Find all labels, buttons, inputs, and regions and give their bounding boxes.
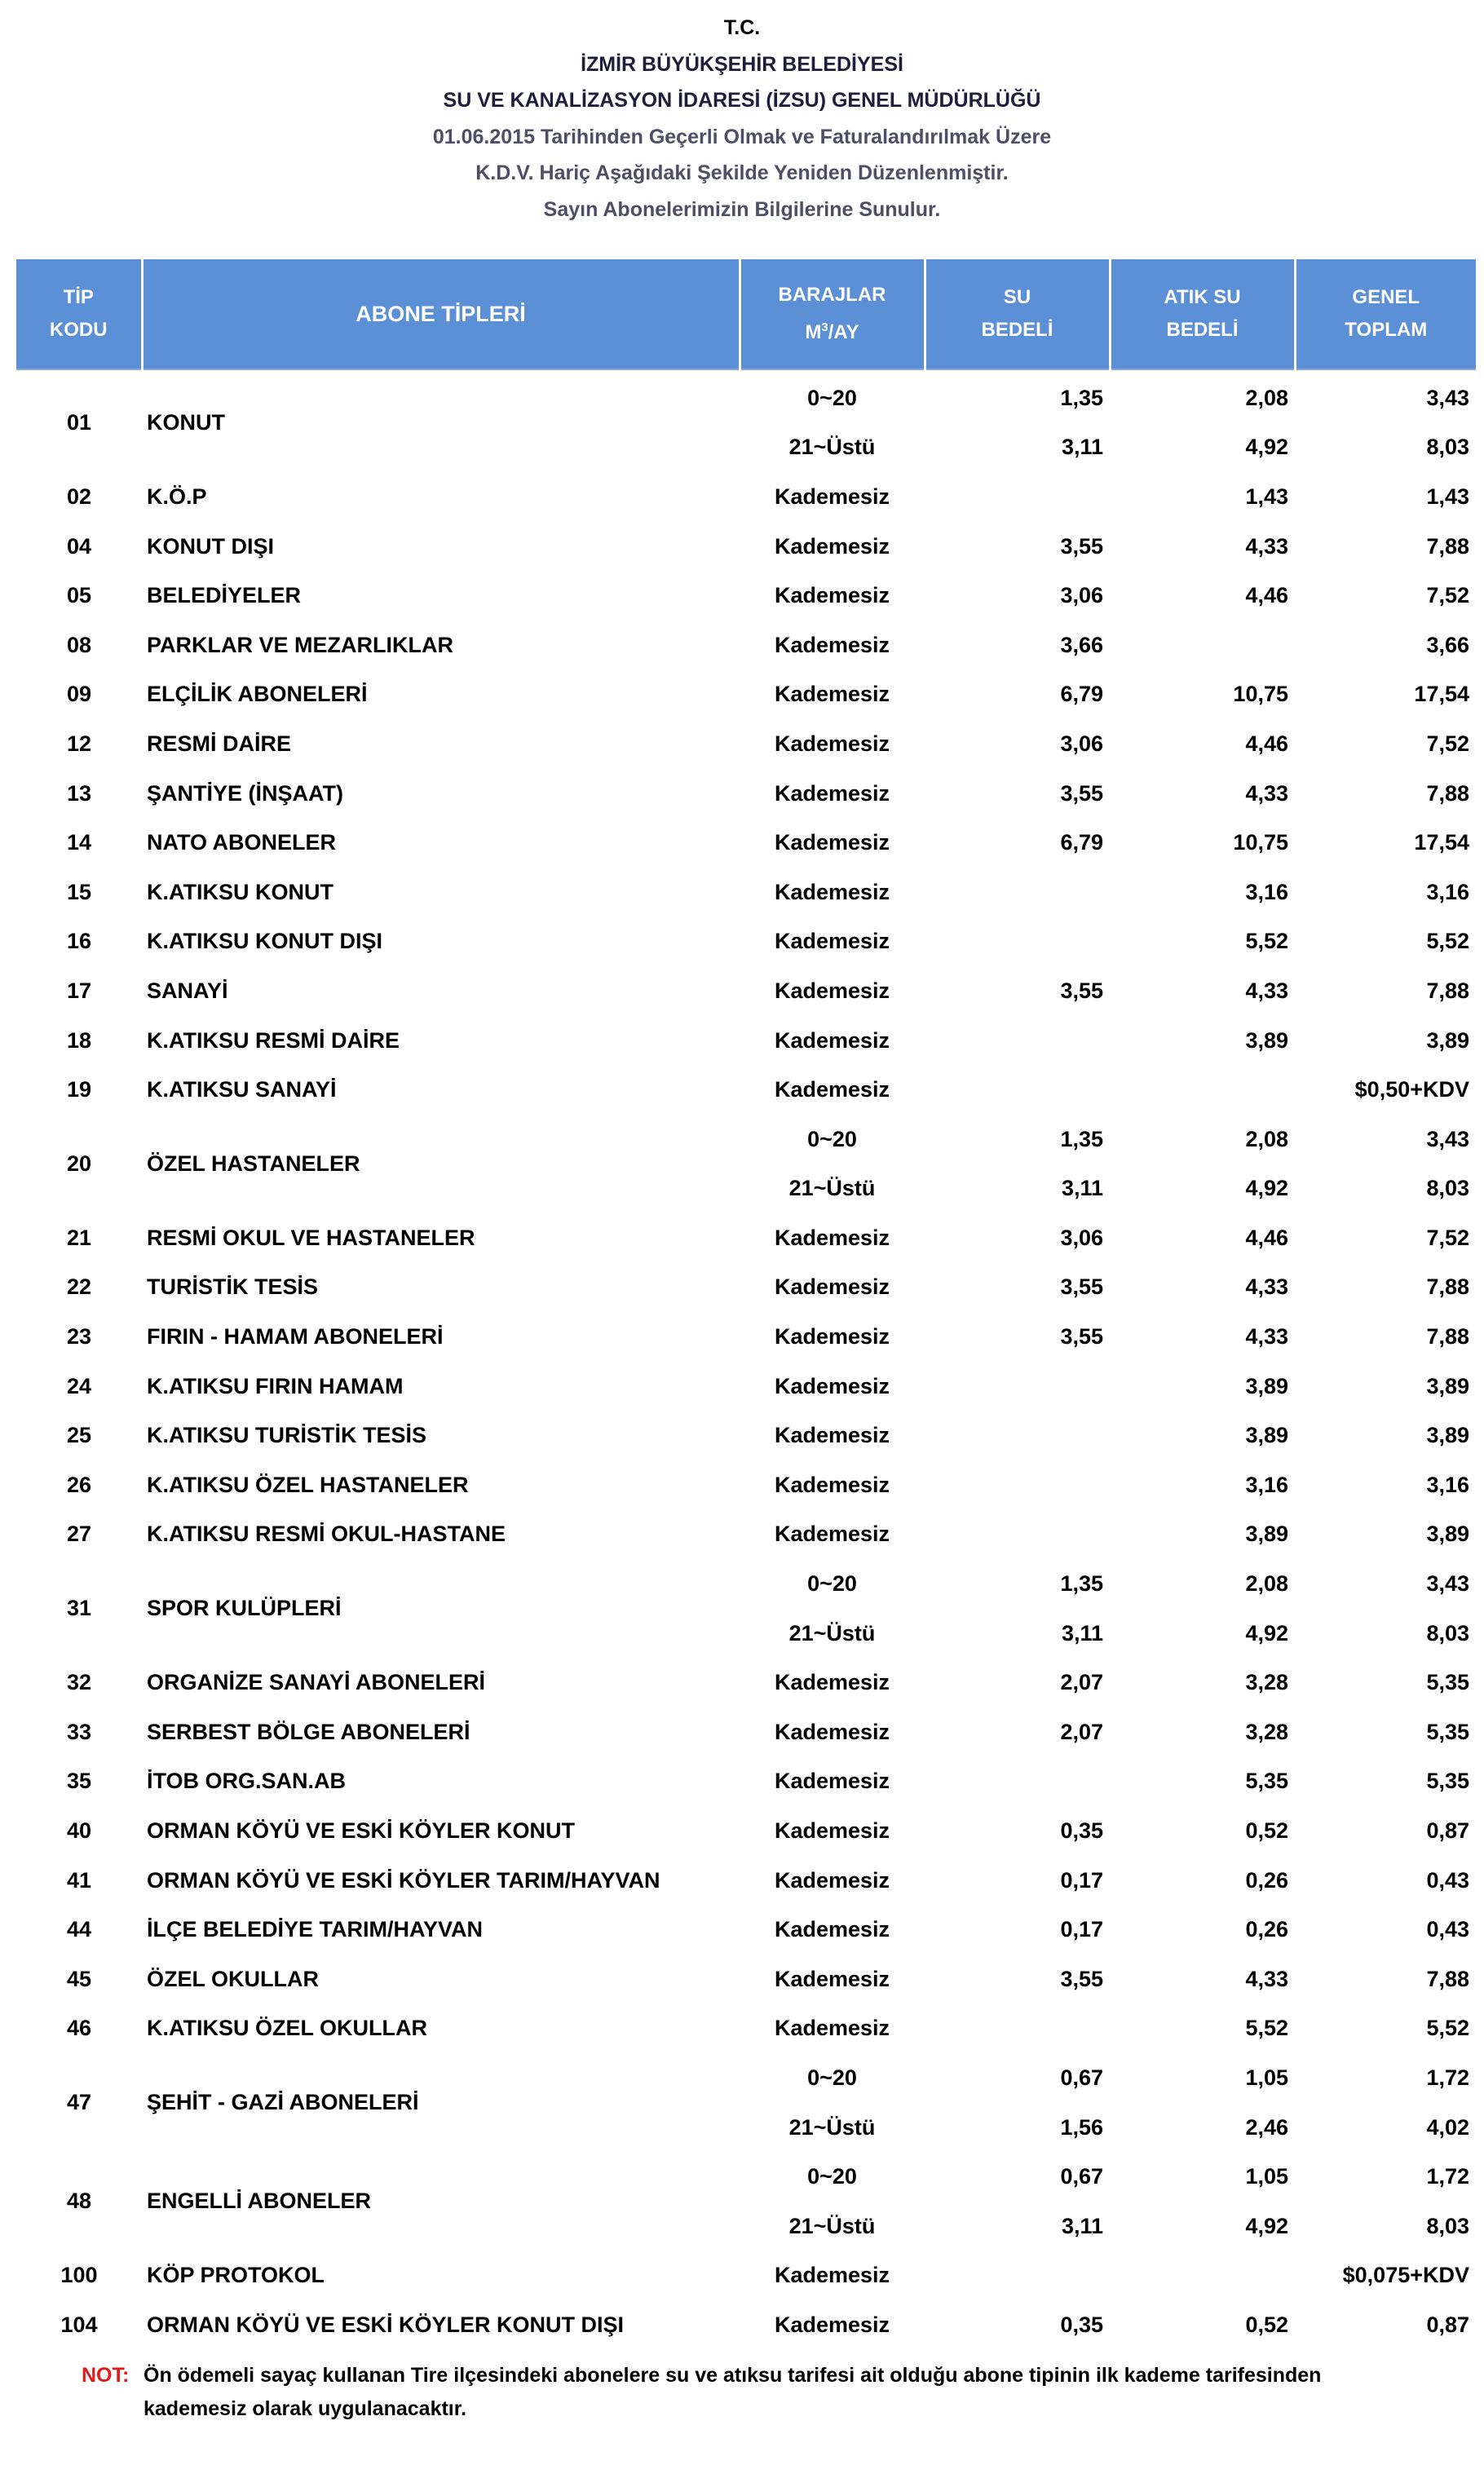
wastewater-fee-cell: 3,28: [1245, 1670, 1288, 1695]
total-cell: 8,03: [1426, 1176, 1469, 1201]
header-line-date: 01.06.2015 Tarihinden Geçerli Olmak ve Faturalandırılmak Üzere: [432, 125, 1052, 148]
type-code-cell: 35: [66, 1769, 92, 1794]
band-cell: Kademesiz: [774, 1472, 890, 1497]
wastewater-fee-cell: 2,08: [1245, 1126, 1288, 1151]
total-cell: 7,88: [1426, 978, 1469, 1003]
type-code-cell: 25: [66, 1423, 92, 1448]
subscriber-type-cell: PARKLAR VE MEZARLIKLAR: [147, 632, 453, 657]
subscriber-type-cell: NATO ABONELER: [147, 830, 337, 855]
col-header-water: [925, 259, 1110, 369]
type-code-cell: 20: [66, 1151, 92, 1176]
water-fee-cell: 2,07: [1060, 1670, 1103, 1695]
band-cell: 0~20: [807, 1126, 857, 1151]
water-fee-cell: [925, 868, 1110, 917]
table-row: [16, 719, 1476, 769]
note-line-1: Ön ödemeli sayaç kullanan Tire ilçesindeki abonelere su ve atıksu tarifesi ait olduğu abone tipinin ilk kademe tarifesinden: [144, 2364, 1322, 2387]
total-cell: 8,03: [1426, 2213, 1469, 2238]
header-line-vat: K.D.V. Hariç Aşağıdaki Şekilde Yeniden Düzenlenmiştir.: [475, 161, 1009, 184]
type-code-cell: 14: [66, 830, 92, 855]
subscriber-type-cell: ŞANTİYE (İNŞAAT): [147, 780, 343, 806]
type-code-cell: 04: [66, 533, 92, 559]
tariff-table-wrapper: [16, 259, 1476, 2350]
water-fee-cell: 3,55: [1060, 780, 1103, 806]
band-cell: Kademesiz: [774, 1769, 890, 1794]
table-row: [16, 868, 1476, 917]
band-cell: Kademesiz: [774, 1324, 890, 1350]
band-cell: Kademesiz: [774, 1818, 890, 1844]
type-code-cell: 18: [66, 1027, 92, 1053]
subscriber-type-cell: SERBEST BÖLGE ABONELERİ: [147, 1719, 470, 1744]
band-cell: 0~20: [807, 1571, 857, 1597]
header-line-izsu: SU VE KANALİZASYON İDARESİ (İZSU) GENEL MÜDÜRLÜĞÜ: [443, 89, 1041, 112]
note-label: NOT:: [82, 2364, 130, 2387]
type-code-cell: 24: [66, 1373, 92, 1398]
total-cell: 5,35: [1426, 1769, 1469, 1794]
band-cell: Kademesiz: [774, 682, 890, 707]
subscriber-type-cell: ELÇİLİK ABONELERİ: [147, 682, 368, 707]
type-code-cell: 41: [66, 1867, 92, 1893]
band-cell: Kademesiz: [774, 2312, 890, 2337]
band-cell: 21~Üstü: [788, 2114, 876, 2140]
table-row: [16, 1510, 1476, 1560]
total-cell: 5,35: [1426, 1719, 1469, 1744]
wastewater-fee-cell: 4,33: [1245, 1966, 1288, 1991]
subscriber-type-cell: FIRIN - HAMAM ABONELERİ: [147, 1324, 444, 1350]
table-row: [16, 1707, 1476, 1757]
band-cell: 0~20: [807, 2065, 857, 2090]
wastewater-fee-cell: 0,52: [1245, 1818, 1288, 1844]
band-cell: Kademesiz: [774, 780, 890, 806]
water-fee-cell: [925, 917, 1110, 967]
water-fee-cell: 0,67: [1060, 2065, 1103, 2090]
water-fee-cell: [925, 2004, 1110, 2054]
wastewater-fee-cell: 3,89: [1245, 1027, 1288, 1053]
total-cell: 7,52: [1426, 731, 1469, 756]
table-row: [16, 1263, 1476, 1313]
total-cell: 3,89: [1426, 1027, 1469, 1053]
type-code-cell: 02: [66, 484, 92, 509]
subscriber-type-cell: ŞEHİT - GAZİ ABONELERİ: [147, 2090, 419, 2115]
table-row: [16, 1016, 1476, 1066]
tariff-table: [16, 259, 1476, 2350]
band-cell: Kademesiz: [774, 1225, 890, 1250]
type-code-cell: 01: [66, 410, 92, 435]
type-code-cell: 44: [66, 1917, 92, 1942]
wastewater-fee-cell: 4,92: [1245, 435, 1288, 460]
table-row: [16, 472, 1476, 522]
subscriber-type-cell: TURİSTİK TESİS: [147, 1274, 319, 1300]
subscriber-type-cell: SANAYİ: [147, 978, 228, 1003]
col-header-code-line2: KODU: [49, 319, 108, 341]
band-cell: Kademesiz: [774, 1917, 890, 1942]
wastewater-fee-cell: 3,28: [1245, 1719, 1288, 1744]
total-cell: 3,89: [1426, 1423, 1469, 1448]
col-header-code-line1: TİP: [63, 286, 94, 308]
type-code-cell: 15: [66, 879, 92, 904]
water-fee-cell: [925, 1016, 1110, 1066]
band-cell: Kademesiz: [774, 1670, 890, 1695]
table-row: [16, 1806, 1476, 1856]
table-row: [16, 2004, 1476, 2054]
subscriber-type-cell: K.ATIKSU FIRIN HAMAM: [147, 1373, 404, 1398]
band-cell: 21~Üstü: [788, 2213, 876, 2238]
type-code-cell: 12: [66, 731, 92, 756]
table-row: [16, 1757, 1476, 1807]
wastewater-fee-cell: 5,35: [1245, 1769, 1288, 1794]
col-header-total: [1295, 259, 1476, 369]
table-row: [16, 966, 1476, 1016]
band-cell: Kademesiz: [774, 1966, 890, 1991]
type-code-cell: 05: [66, 583, 92, 608]
water-fee-cell: 3,55: [1060, 1274, 1103, 1300]
total-cell: 3,43: [1426, 1126, 1469, 1151]
subscriber-type-cell: ÖZEL HASTANELER: [147, 1151, 360, 1176]
total-cell: 3,43: [1426, 385, 1469, 410]
band-cell: 0~20: [807, 385, 857, 410]
type-code-cell: 48: [66, 2189, 92, 2214]
type-code-cell: 104: [60, 2312, 98, 2337]
wastewater-fee-cell: 5,52: [1245, 929, 1288, 954]
water-fee-cell: 6,79: [1060, 830, 1103, 855]
table-row: [16, 1460, 1476, 1510]
subscriber-type-cell: ORMAN KÖYÜ VE ESKİ KÖYLER KONUT DIŞI: [147, 2312, 625, 2337]
water-fee-cell: 0,35: [1060, 1818, 1103, 1844]
band-cell: Kademesiz: [774, 484, 890, 509]
band-cell: Kademesiz: [774, 632, 890, 657]
water-fee-cell: [925, 472, 1110, 522]
table-row: [16, 769, 1476, 819]
subscriber-type-cell: SPOR KULÜPLERİ: [147, 1596, 342, 1621]
band-cell: Kademesiz: [774, 929, 890, 954]
total-cell: 1,72: [1426, 2164, 1469, 2189]
subscriber-type-cell: RESMİ DAİRE: [147, 731, 292, 756]
water-fee-cell: [925, 1510, 1110, 1560]
subscriber-type-cell: ORGANİZE SANAYİ ABONELERİ: [147, 1670, 486, 1695]
water-fee-cell: 1,35: [1060, 385, 1103, 410]
water-fee-cell: 0,67: [1060, 2164, 1103, 2189]
type-code-cell: 40: [66, 1818, 92, 1844]
subscriber-type-cell: KONUT: [147, 410, 225, 435]
type-code-cell: 47: [66, 2090, 92, 2115]
band-cell: Kademesiz: [774, 2016, 890, 2041]
type-code-cell: 09: [66, 682, 92, 707]
table-row: [16, 917, 1476, 967]
table-row: [16, 1856, 1476, 1906]
total-cell: 7,52: [1426, 583, 1469, 608]
total-cell: 7,52: [1426, 1225, 1469, 1250]
total-cell: 17,54: [1414, 830, 1469, 855]
total-cell: 3,16: [1426, 1472, 1469, 1497]
total-cell: 3,89: [1426, 1522, 1469, 1547]
wastewater-fee-cell: 0,26: [1245, 1917, 1288, 1942]
table-row: [16, 1411, 1476, 1460]
subscriber-type-cell: İLÇE BELEDİYE TARIM/HAYVAN: [147, 1917, 484, 1942]
total-cell: 8,03: [1426, 1620, 1469, 1645]
table-row: [16, 1658, 1476, 1707]
wastewater-fee-cell: 10,75: [1233, 830, 1288, 855]
wastewater-fee-cell: 4,92: [1245, 1176, 1288, 1201]
total-cell: 7,88: [1426, 1324, 1469, 1350]
total-cell: 3,43: [1426, 1571, 1469, 1597]
wastewater-fee-cell: 4,92: [1245, 2213, 1288, 2238]
subscriber-type-cell: KÖP PROTOKOL: [147, 2263, 325, 2288]
band-cell: Kademesiz: [774, 533, 890, 559]
wastewater-fee-cell: 2,08: [1245, 385, 1288, 410]
band-cell: Kademesiz: [774, 1867, 890, 1893]
col-header-band: [740, 259, 925, 369]
water-fee-cell: 3,55: [1060, 1324, 1103, 1350]
col-header-total-line2: TOPLAM: [1345, 319, 1428, 341]
col-header-waste-line1: ATIK SU: [1164, 286, 1241, 308]
header-line-info: Sayın Abonelerimizin Bilgilerine Sunulur.: [543, 197, 941, 221]
water-fee-cell: 3,06: [1060, 1225, 1103, 1250]
type-code-cell: 32: [66, 1670, 92, 1695]
wastewater-fee-cell: 2,46: [1245, 2114, 1288, 2140]
band-cell: Kademesiz: [774, 1522, 890, 1547]
wastewater-fee-cell: 2,08: [1245, 1571, 1288, 1597]
band-cell: Kademesiz: [774, 978, 890, 1003]
table-row: [16, 1312, 1476, 1362]
col-header-band-suffix: /AY: [828, 321, 859, 343]
band-cell: Kademesiz: [774, 583, 890, 608]
band-cell: Kademesiz: [774, 1274, 890, 1300]
water-fee-cell: 1,56: [1060, 2114, 1103, 2140]
wastewater-fee-cell: [1110, 1065, 1295, 1115]
band-cell: Kademesiz: [774, 1719, 890, 1744]
table-row: [16, 2053, 1476, 2103]
total-cell: 7,88: [1426, 1274, 1469, 1300]
total-cell: 1,43: [1426, 484, 1469, 509]
note-text: [144, 2359, 1464, 2426]
subscriber-type-cell: ORMAN KÖYÜ VE ESKİ KÖYLER TARIM/HAYVAN: [147, 1867, 660, 1893]
header-line-tc: T.C.: [723, 16, 761, 39]
wastewater-fee-cell: 3,16: [1245, 879, 1288, 904]
wastewater-fee-cell: 4,33: [1245, 1274, 1288, 1300]
total-cell: 1,72: [1426, 2065, 1469, 2090]
band-cell: Kademesiz: [774, 1373, 890, 1398]
water-fee-cell: 3,55: [1060, 1966, 1103, 1991]
wastewater-fee-cell: 4,33: [1245, 978, 1288, 1003]
type-code-cell: 08: [66, 632, 92, 657]
type-code-cell: 13: [66, 780, 92, 806]
wastewater-fee-cell: 4,46: [1245, 1225, 1288, 1250]
total-cell: $0,075+KDV: [1342, 2263, 1469, 2288]
subscriber-type-cell: ORMAN KÖYÜ VE ESKİ KÖYLER KONUT: [147, 1818, 576, 1844]
col-header-band-exponent: 3: [821, 320, 828, 334]
wastewater-fee-cell: 3,89: [1245, 1373, 1288, 1398]
table-header-row: [16, 259, 1476, 369]
table-body: [16, 369, 1476, 2350]
wastewater-fee-cell: 4,92: [1245, 1620, 1288, 1645]
wastewater-fee-cell: 4,46: [1245, 583, 1288, 608]
type-code-cell: 21: [66, 1225, 92, 1250]
wastewater-fee-cell: 4,33: [1245, 533, 1288, 559]
table-row: [16, 1115, 1476, 1164]
col-header-water-line1: SU: [1003, 286, 1031, 308]
band-cell: 21~Üstü: [788, 1620, 876, 1645]
wastewater-fee-cell: 1,05: [1245, 2065, 1288, 2090]
wastewater-fee-cell: 0,52: [1245, 2312, 1288, 2337]
water-fee-cell: 3,11: [1061, 2213, 1103, 2238]
total-cell: 7,88: [1426, 533, 1469, 559]
type-code-cell: 100: [60, 2263, 98, 2288]
total-cell: 0,87: [1426, 2312, 1469, 2337]
total-cell: 5,52: [1426, 929, 1469, 954]
total-cell: 3,16: [1426, 879, 1469, 904]
water-fee-cell: 3,06: [1060, 731, 1103, 756]
band-cell: Kademesiz: [774, 731, 890, 756]
document-header: [0, 0, 1484, 227]
water-fee-cell: [925, 1065, 1110, 1115]
water-fee-cell: 3,11: [1061, 1176, 1103, 1201]
note-line-2: kademesiz olarak uygulanacaktır.: [144, 2397, 467, 2420]
water-fee-cell: 3,11: [1061, 1620, 1103, 1645]
band-cell: 21~Üstü: [788, 435, 876, 460]
water-fee-cell: [925, 2251, 1110, 2301]
table-row: [16, 1559, 1476, 1609]
type-code-cell: 26: [66, 1472, 92, 1497]
header-line-municipality: İZMİR BÜYÜKŞEHİR BELEDİYESİ: [581, 52, 903, 76]
total-cell: 3,66: [1426, 632, 1469, 657]
subscriber-type-cell: K.ATIKSU SANAYİ: [147, 1077, 337, 1102]
type-code-cell: 23: [66, 1324, 92, 1350]
type-code-cell: 33: [66, 1719, 92, 1744]
subscriber-type-cell: K.ATIKSU ÖZEL OKULLAR: [147, 2016, 427, 2041]
table-row: [16, 571, 1476, 621]
total-cell: 0,87: [1426, 1818, 1469, 1844]
wastewater-fee-cell: [1110, 2251, 1295, 2301]
table-row: [16, 1065, 1476, 1115]
table-row: [16, 2300, 1476, 2350]
subscriber-type-cell: K.ATIKSU KONUT: [147, 879, 333, 904]
water-fee-cell: 3,66: [1060, 632, 1103, 657]
subscriber-type-cell: K.ATIKSU KONUT DIŞI: [147, 929, 382, 954]
wastewater-fee-cell: 4,33: [1245, 780, 1288, 806]
subscriber-type-cell: K.ATIKSU ÖZEL HASTANELER: [147, 1472, 469, 1497]
water-fee-cell: [925, 1757, 1110, 1807]
total-cell: 3,89: [1426, 1373, 1469, 1398]
table-row: [16, 2251, 1476, 2301]
total-cell: 4,02: [1426, 2114, 1469, 2140]
water-fee-cell: 2,07: [1060, 1719, 1103, 1744]
table-row: [16, 522, 1476, 572]
water-fee-cell: 0,17: [1060, 1867, 1103, 1893]
wastewater-fee-cell: 1,43: [1245, 484, 1288, 509]
table-row: [16, 818, 1476, 868]
table-row: [16, 670, 1476, 720]
subscriber-type-cell: K.ATIKSU TURİSTİK TESİS: [147, 1423, 427, 1448]
subscriber-type-cell: KONUT DIŞI: [147, 533, 275, 559]
water-fee-cell: 1,35: [1060, 1126, 1103, 1151]
subscriber-type-cell: K.Ö.P: [147, 484, 207, 509]
col-header-band-line1: BARAJLAR: [778, 284, 886, 306]
col-header-band-unit: M: [805, 321, 822, 343]
total-cell: 0,43: [1426, 1917, 1469, 1942]
band-cell: 0~20: [807, 2164, 857, 2189]
water-fee-cell: 3,06: [1060, 583, 1103, 608]
col-header-water-line2: BEDELİ: [981, 319, 1053, 341]
col-header-waste-line2: BEDELİ: [1166, 319, 1239, 341]
table-row: [16, 1905, 1476, 1955]
total-cell: 0,43: [1426, 1867, 1469, 1893]
subscriber-type-cell: ENGELLİ ABONELER: [147, 2189, 372, 2214]
water-fee-cell: 3,55: [1060, 978, 1103, 1003]
water-fee-cell: 1,35: [1060, 1571, 1103, 1597]
wastewater-fee-cell: 5,52: [1245, 2016, 1288, 2041]
type-code-cell: 16: [66, 929, 92, 954]
wastewater-fee-cell: [1110, 621, 1295, 670]
water-fee-cell: 3,55: [1060, 533, 1103, 559]
col-header-type: ABONE TİPLERİ: [142, 259, 740, 369]
total-cell: $0,50+KDV: [1354, 1077, 1469, 1102]
col-header-total-line1: GENEL: [1352, 286, 1420, 308]
type-code-cell: 45: [66, 1966, 92, 1991]
subscriber-type-cell: RESMİ OKUL VE HASTANELER: [147, 1225, 475, 1250]
wastewater-fee-cell: 0,26: [1245, 1867, 1288, 1893]
wastewater-fee-cell: 3,16: [1245, 1472, 1288, 1497]
water-fee-cell: [925, 1362, 1110, 1411]
band-cell: Kademesiz: [774, 1423, 890, 1448]
table-row: [16, 621, 1476, 670]
band-cell: Kademesiz: [774, 879, 890, 904]
total-cell: 7,88: [1426, 1966, 1469, 1991]
water-fee-cell: 3,11: [1061, 435, 1103, 460]
wastewater-fee-cell: 3,89: [1245, 1522, 1288, 1547]
wastewater-fee-cell: 4,46: [1245, 731, 1288, 756]
wastewater-fee-cell: 1,05: [1245, 2164, 1288, 2189]
table-row: [16, 1955, 1476, 2004]
type-code-cell: 22: [66, 1274, 92, 1300]
wastewater-fee-cell: 4,33: [1245, 1324, 1288, 1350]
band-cell: Kademesiz: [774, 830, 890, 855]
type-code-cell: 19: [66, 1077, 92, 1102]
total-cell: 5,52: [1426, 2016, 1469, 2041]
table-row: [16, 369, 1476, 423]
total-cell: 8,03: [1426, 435, 1469, 460]
subscriber-type-cell: ÖZEL OKULLAR: [147, 1966, 319, 1991]
band-cell: Kademesiz: [774, 1077, 890, 1102]
water-fee-cell: 0,35: [1060, 2312, 1103, 2337]
type-code-cell: 27: [66, 1522, 92, 1547]
band-cell: Kademesiz: [774, 2263, 890, 2288]
col-header-waste: [1110, 259, 1295, 369]
col-header-code: [16, 259, 142, 369]
subscriber-type-cell: İTOB ORG.SAN.AB: [147, 1769, 347, 1794]
water-fee-cell: 6,79: [1060, 682, 1103, 707]
subscriber-type-cell: K.ATIKSU RESMİ DAİRE: [147, 1027, 400, 1053]
table-row: [16, 1213, 1476, 1263]
type-code-cell: 31: [66, 1596, 92, 1621]
type-code-cell: 46: [66, 2016, 92, 2041]
table-row: [16, 1362, 1476, 1411]
water-fee-cell: 0,17: [1060, 1917, 1103, 1942]
total-cell: 17,54: [1414, 682, 1469, 707]
water-fee-cell: [925, 1460, 1110, 1510]
total-cell: 5,35: [1426, 1670, 1469, 1695]
water-fee-cell: [925, 1411, 1110, 1460]
table-row: [16, 2152, 1476, 2202]
table-header: [16, 259, 1476, 369]
subscriber-type-cell: K.ATIKSU RESMİ OKUL-HASTANE: [147, 1522, 506, 1547]
type-code-cell: 17: [66, 978, 92, 1003]
wastewater-fee-cell: 10,75: [1233, 682, 1288, 707]
subscriber-type-cell: BELEDİYELER: [147, 583, 302, 608]
band-cell: Kademesiz: [774, 1027, 890, 1053]
band-cell: 21~Üstü: [788, 1176, 876, 1201]
wastewater-fee-cell: 3,89: [1245, 1423, 1288, 1448]
total-cell: 7,88: [1426, 780, 1469, 806]
